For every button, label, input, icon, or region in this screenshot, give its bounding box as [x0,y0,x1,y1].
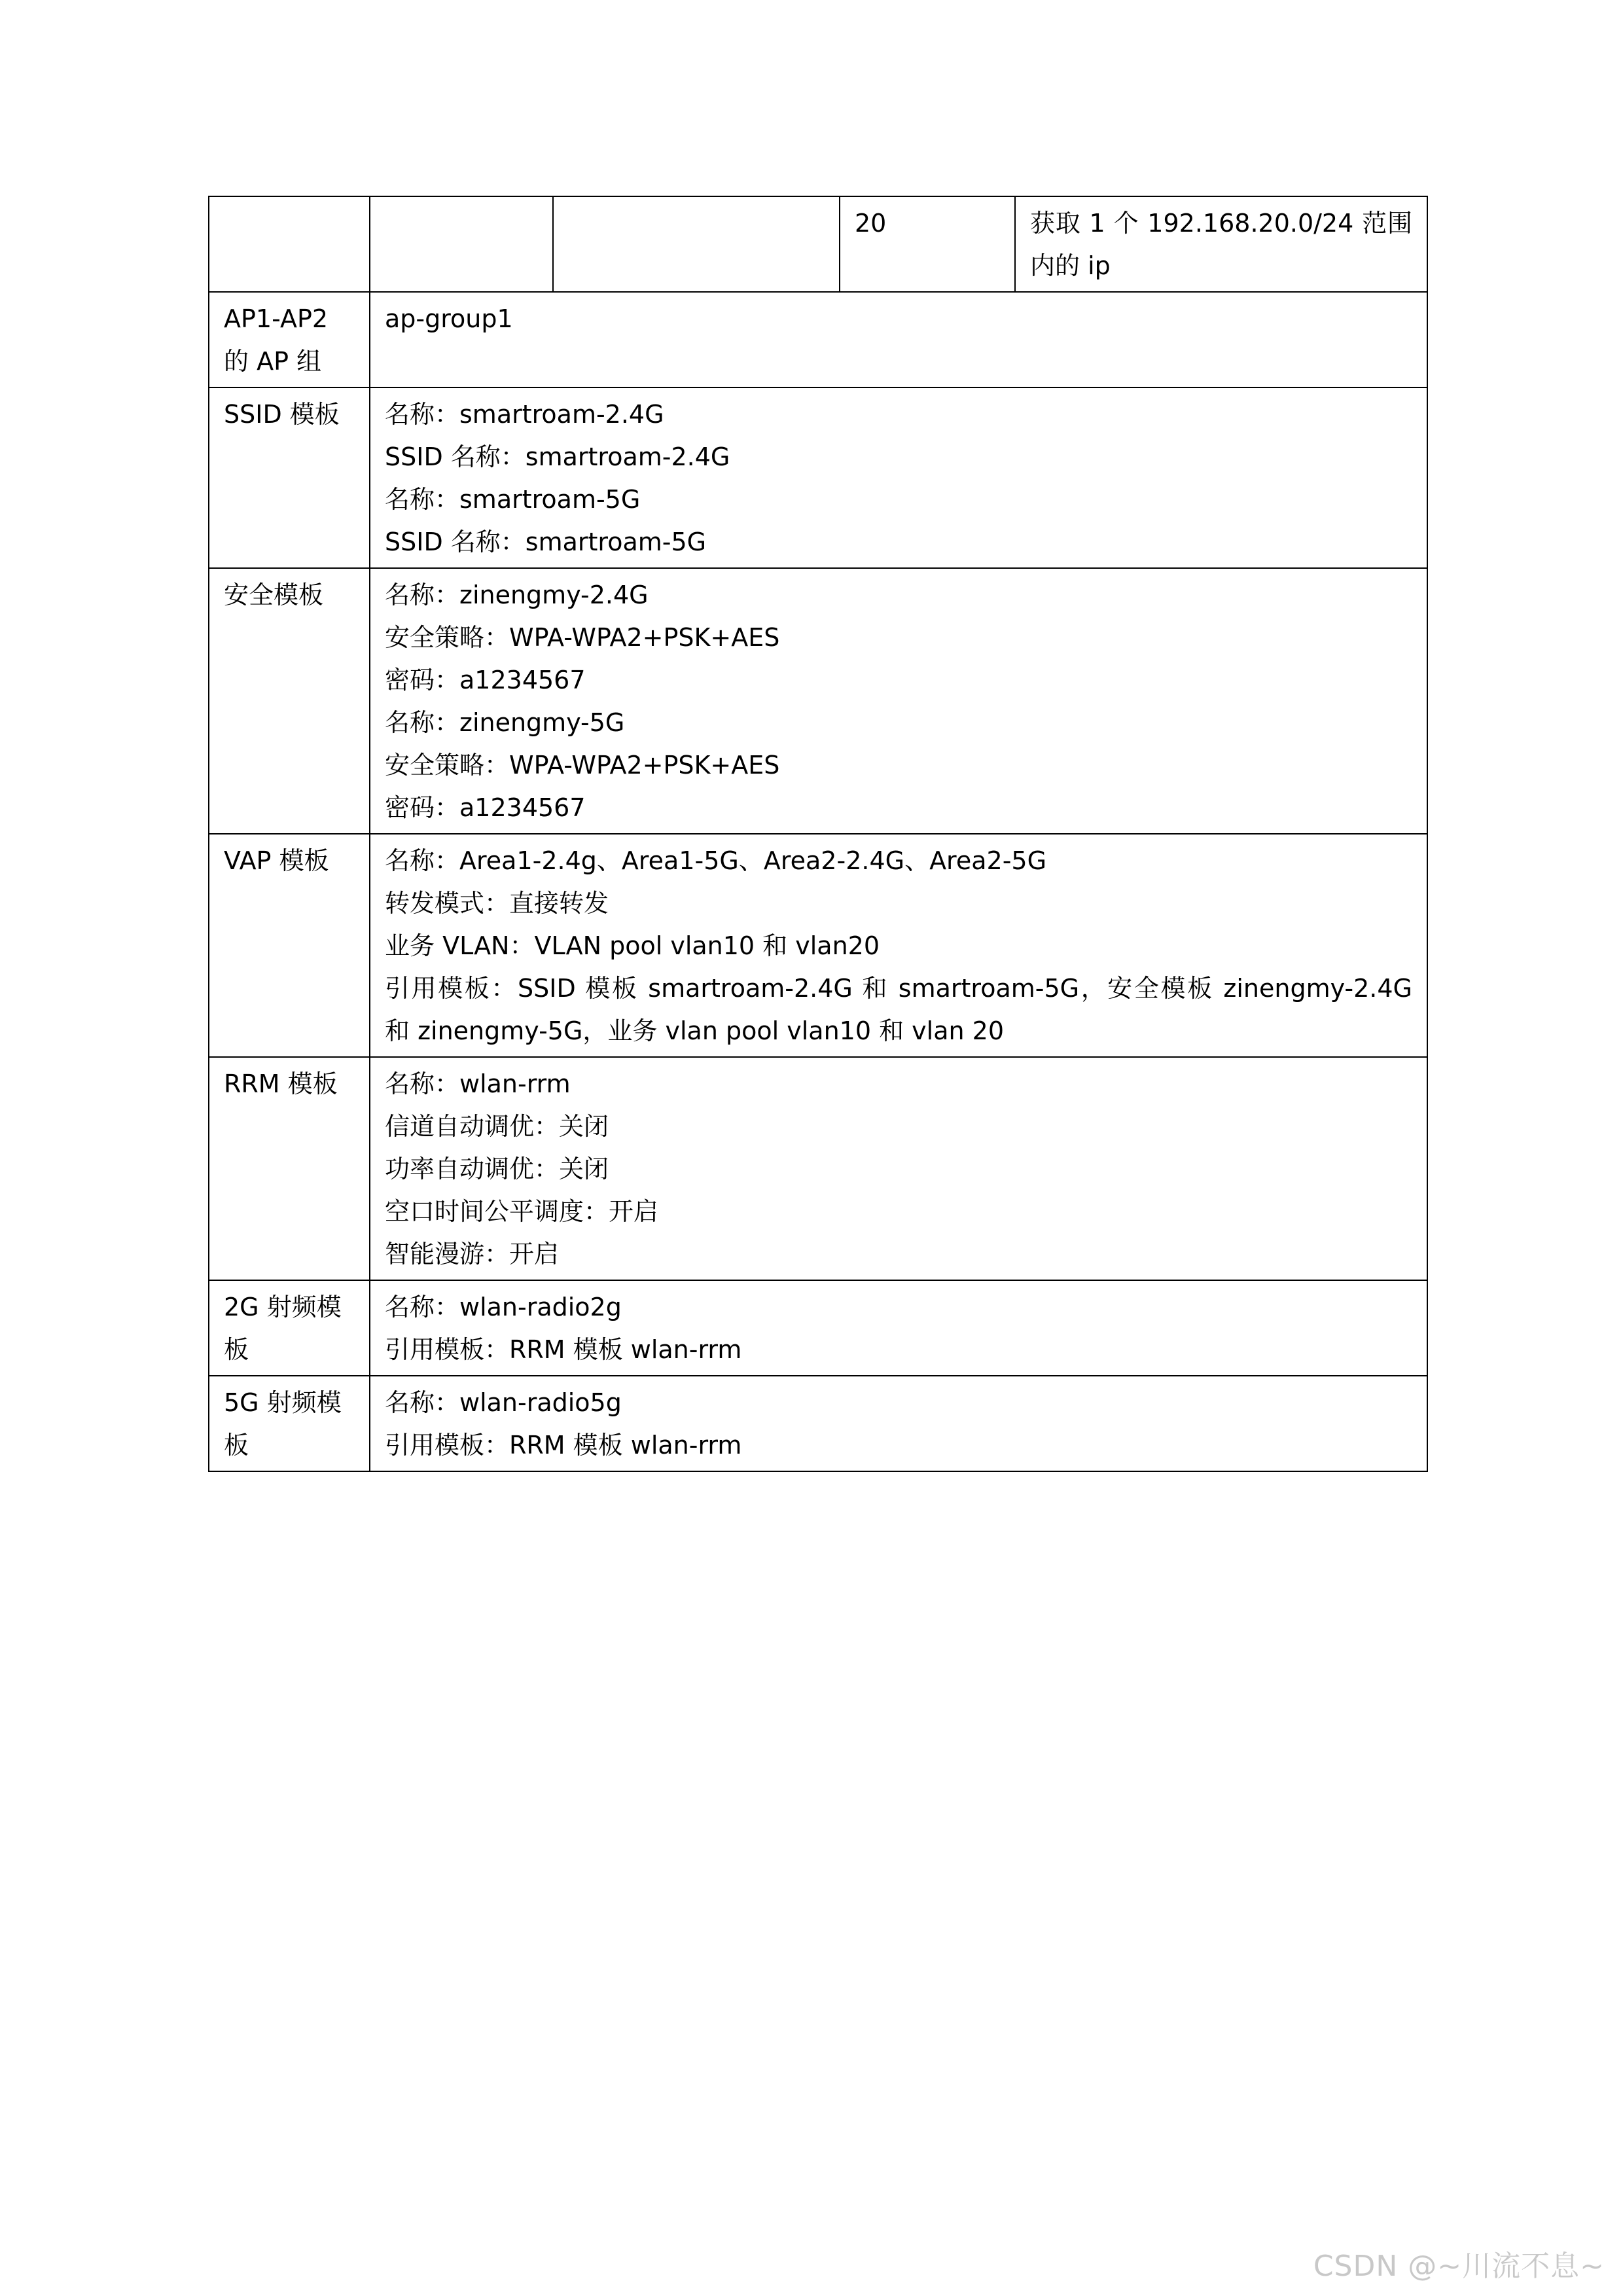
rrm-line: 名称：wlan-rrm [385,1069,571,1098]
empty-cell-2 [370,196,553,292]
radio-2g-label-cell [209,1280,370,1376]
vap-line: 名称：Area1-2.4g、Area1-5G、Area2-2.4G、Area2-5G [385,846,1047,875]
radio-5g-value-cell [370,1376,1427,1471]
empty-cell-3 [553,196,840,292]
ssid-line: 名称：smartroam-2.4G [385,400,664,429]
radio-5g-line: 引用模板：RRM 模板 wlan-rrm [385,1431,742,1460]
rrm-template-value-cell [370,1057,1427,1280]
rrm-template-label: RRM 模板 [224,1069,338,1098]
vap-template-label-cell [209,834,370,1057]
security-line: 密码：a1234567 [385,666,586,694]
table-row-vap-template [209,834,1427,1057]
radio-5g-label-line1: 5G 射频模 [224,1388,342,1417]
radio-2g-value-cell [370,1280,1427,1376]
vap-line: 业务 VLAN：VLAN pool vlan10 和 vlan20 [385,931,880,960]
security-line: 密码：a1234567 [385,793,586,822]
csdn-watermark: CSDN @~川流不息~ [1313,2250,1605,2283]
vlan-number-cell [840,196,1015,292]
table-row-continuation [209,196,1427,292]
radio-2g-line: 名称：wlan-radio2g [385,1293,622,1321]
security-template-label-cell [209,568,370,834]
vlan-number: 20 [855,209,887,238]
empty-cell-1 [209,196,370,292]
vap-line: 转发模式：直接转发 [385,889,609,918]
rrm-line: 功率自动调优：关闭 [385,1155,609,1183]
vap-template-label: VAP 模板 [224,846,329,875]
ap-group-value-cell [370,292,1427,387]
security-line: 安全策略：WPA-WPA2+PSK+AES [385,751,780,780]
table-row-radio-2g-template [209,1280,1427,1376]
rrm-line: 空口时间公平调度：开启 [385,1197,659,1226]
security-template-value-cell [370,568,1427,834]
security-line: 名称：zinengmy-2.4G [385,581,649,609]
radio-2g-label-line1: 2G 射频模 [224,1293,342,1321]
radio-5g-label-cell [209,1376,370,1471]
ap-group-value: ap-group1 [385,304,513,333]
ssid-template-value-cell [370,387,1427,568]
security-line: 名称：zinengmy-5G [385,708,625,737]
ssid-line: SSID 名称：smartroam-2.4G [385,442,730,471]
rrm-line: 智能漫游：开启 [385,1240,560,1268]
ssid-line: 名称：smartroam-5G [385,485,641,514]
radio-5g-label-line2: 板 [224,1431,249,1460]
table-row-security-template [209,568,1427,834]
rrm-line: 信道自动调优：关闭 [385,1112,609,1141]
security-line: 安全策略：WPA-WPA2+PSK+AES [385,623,780,652]
radio-2g-label-line2: 板 [224,1335,249,1364]
wlan-config-table [208,196,1428,1472]
security-template-label: 安全模板 [224,581,324,609]
table-row-rrm-template [209,1057,1427,1280]
vap-line: 引用模板：SSID 模板 smartroam-2.4G 和 smartroam-5G，安全模板 zinengmy-2.4G 和 zinengmy-5G，业务 vlan pool vlan10 和 vlan 20 [385,974,1412,1045]
ip-range-cell [1015,196,1427,292]
rrm-template-label-cell [209,1057,370,1280]
table-row-radio-5g-template [209,1376,1427,1471]
ap-group-label-line2: 的 AP 组 [224,347,322,376]
ap-group-label-cell [209,292,370,387]
ssid-template-label-cell [209,387,370,568]
radio-5g-line: 名称：wlan-radio5g [385,1388,622,1417]
ssid-line: SSID 名称：smartroam-5G [385,528,707,556]
ip-range-text: 获取 1 个 192.168.20.0/24 范围内的 ip [1030,209,1412,280]
table-row-ap-group [209,292,1427,387]
vap-template-value-cell [370,834,1427,1057]
ssid-template-label: SSID 模板 [224,400,340,429]
table-row-ssid-template [209,387,1427,568]
radio-2g-line: 引用模板：RRM 模板 wlan-rrm [385,1335,742,1364]
ap-group-label-line1: AP1-AP2 [224,304,329,333]
